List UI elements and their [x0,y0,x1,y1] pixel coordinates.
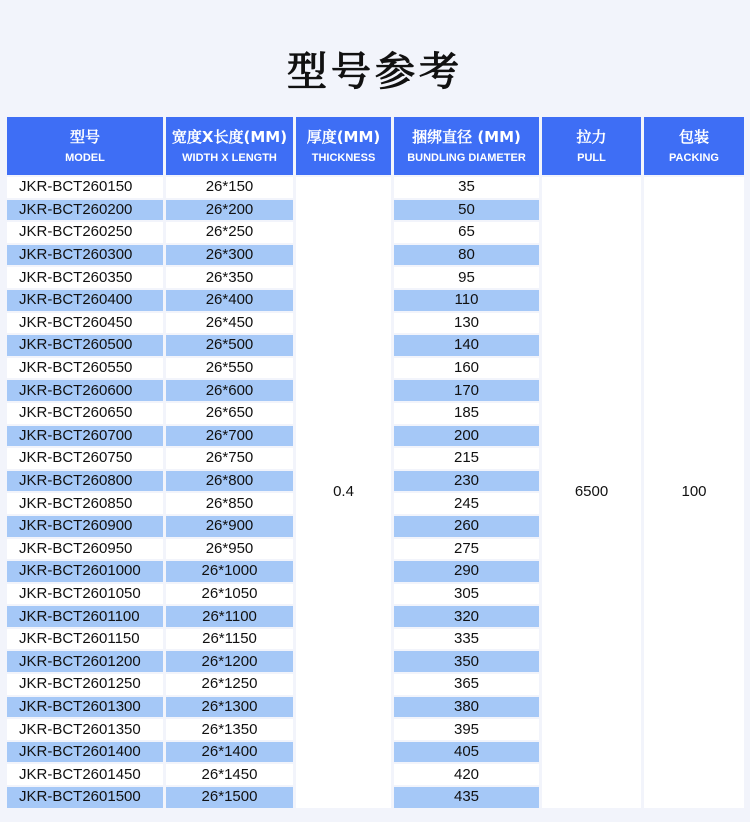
cell-size: 26*750 [166,448,293,469]
cell-pull: 6500 [542,177,641,808]
table-body [7,177,744,808]
cell-model: JKR-BCT2601500 [7,787,163,808]
cell-model: JKR-BCT2601300 [7,697,163,718]
cell-size: 26*250 [166,222,293,243]
cell-diameter: 230 [394,471,539,492]
cell-diameter: 335 [394,629,539,650]
cell-size: 26*1150 [166,629,293,650]
cell-model: JKR-BCT2601200 [7,651,163,672]
cell-size: 26*800 [166,471,293,492]
cell-size: 26*850 [166,493,293,514]
cell-size: 26*1050 [166,584,293,605]
table-row [7,177,744,198]
cell-model: JKR-BCT260150 [7,177,163,198]
header-packing [644,117,744,175]
cell-size: 26*450 [166,313,293,334]
cell-thickness: 0.4 [296,177,391,808]
cell-size: 26*300 [166,245,293,266]
cell-diameter: 275 [394,539,539,560]
header-diameter-zh: 捆绑直径 (MM) [412,127,521,146]
header-packing-zh: 包装 [678,127,709,146]
cell-diameter: 140 [394,335,539,356]
cell-diameter: 35 [394,177,539,198]
cell-size: 26*600 [166,380,293,401]
header-thickness [296,117,391,175]
cell-size: 26*150 [166,177,293,198]
header-size-en: WIDTH X LENGTH [182,151,277,164]
cell-diameter: 245 [394,493,539,514]
header-diameter-en: BUNDLING DIAMETER [407,151,526,164]
cell-model: JKR-BCT2601050 [7,584,163,605]
cell-diameter: 380 [394,697,539,718]
cell-diameter: 260 [394,516,539,537]
cell-model: JKR-BCT260550 [7,358,163,379]
header-diameter [394,117,539,175]
cell-diameter: 170 [394,380,539,401]
cell-diameter: 290 [394,561,539,582]
cell-model: JKR-BCT260700 [7,426,163,447]
cell-size: 26*1250 [166,674,293,695]
cell-diameter: 215 [394,448,539,469]
cell-model: JKR-BCT2601400 [7,742,163,763]
cell-size: 26*1100 [166,606,293,627]
cell-model: JKR-BCT2601250 [7,674,163,695]
cell-model: JKR-BCT2601450 [7,764,163,785]
cell-diameter: 50 [394,200,539,221]
cell-model: JKR-BCT2601350 [7,719,163,740]
cell-model: JKR-BCT2601100 [7,606,163,627]
cell-diameter: 80 [394,245,539,266]
cell-size: 26*1450 [166,764,293,785]
cell-diameter: 395 [394,719,539,740]
cell-diameter: 420 [394,764,539,785]
cell-model: JKR-BCT260600 [7,380,163,401]
header-thickness-zh: 厚度(MM) [306,127,381,146]
cell-model: JKR-BCT260800 [7,471,163,492]
header-thickness-en: THICKNESS [311,151,376,164]
cell-model: JKR-BCT260300 [7,245,163,266]
cell-size: 26*950 [166,539,293,560]
cell-model: JKR-BCT260900 [7,516,163,537]
cell-diameter: 305 [394,584,539,605]
cell-diameter: 405 [394,742,539,763]
cell-diameter: 185 [394,403,539,424]
cell-size: 26*1000 [166,561,293,582]
cell-size: 26*900 [166,516,293,537]
cell-packing: 100 [644,177,744,808]
cell-size: 26*500 [166,335,293,356]
cell-diameter: 130 [394,313,539,334]
cell-model: JKR-BCT260500 [7,335,163,356]
cell-model: JKR-BCT260650 [7,403,163,424]
spec-table [4,115,747,810]
cell-model: JKR-BCT2601000 [7,561,163,582]
cell-size: 26*550 [166,358,293,379]
cell-model: JKR-BCT2601150 [7,629,163,650]
cell-diameter: 110 [394,290,539,311]
cell-diameter: 365 [394,674,539,695]
cell-model: JKR-BCT260200 [7,200,163,221]
cell-model: JKR-BCT260950 [7,539,163,560]
header-pull-zh: 拉力 [576,127,607,146]
header-model [7,117,163,175]
cell-diameter: 320 [394,606,539,627]
cell-size: 26*650 [166,403,293,424]
cell-diameter: 65 [394,222,539,243]
header-pull [542,117,641,175]
cell-size: 26*1200 [166,651,293,672]
cell-model: JKR-BCT260450 [7,313,163,334]
cell-size: 26*700 [166,426,293,447]
cell-size: 26*350 [166,267,293,288]
cell-size: 26*1300 [166,697,293,718]
cell-model: JKR-BCT260250 [7,222,163,243]
header-pull-en: PULL [577,151,606,164]
cell-model: JKR-BCT260850 [7,493,163,514]
cell-size: 26*400 [166,290,293,311]
cell-model: JKR-BCT260400 [7,290,163,311]
cell-diameter: 160 [394,358,539,379]
cell-model: JKR-BCT260750 [7,448,163,469]
header-packing-en: PACKING [669,151,719,164]
header-size-zh: 宽度X长度(MM) [171,127,288,146]
header-model-en: MODEL [65,151,105,164]
header-size [166,117,293,175]
cell-size: 26*1400 [166,742,293,763]
cell-diameter: 350 [394,651,539,672]
header-model-zh: 型号 [69,127,100,146]
cell-model: JKR-BCT260350 [7,267,163,288]
cell-diameter: 435 [394,787,539,808]
header-row [7,117,744,175]
cell-size: 26*1500 [166,787,293,808]
cell-diameter: 95 [394,267,539,288]
page-title: 型号参考 [287,49,463,95]
cell-diameter: 200 [394,426,539,447]
cell-size: 26*1350 [166,719,293,740]
cell-size: 26*200 [166,200,293,221]
